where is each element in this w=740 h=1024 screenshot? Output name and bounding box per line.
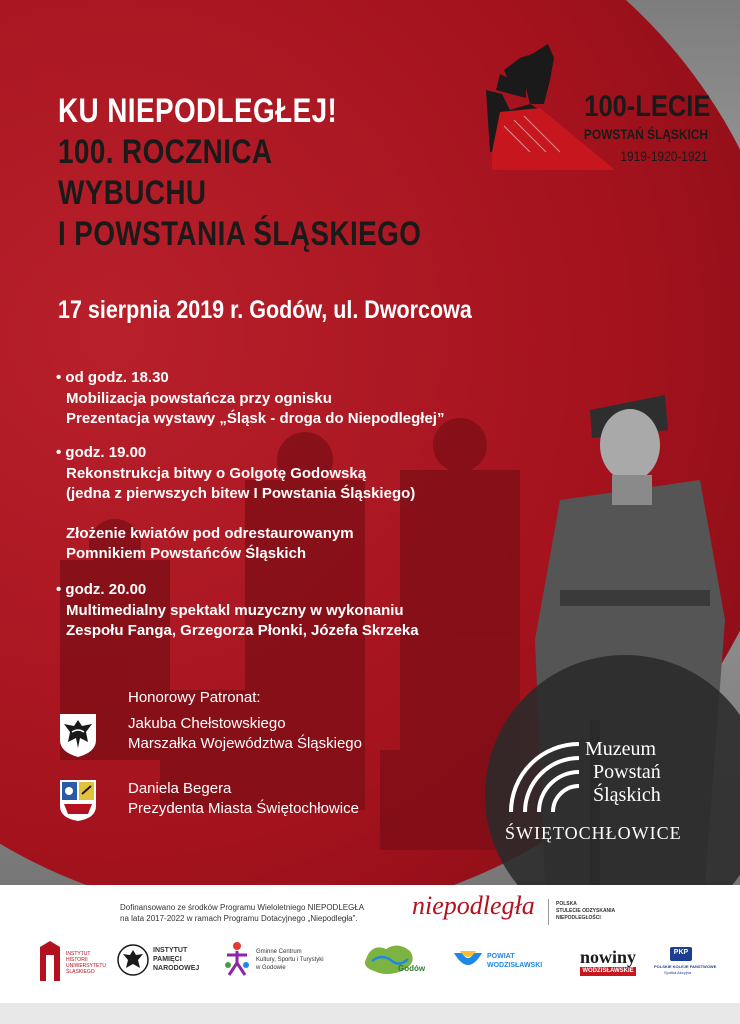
title-line-3: WYBUCHU [58,174,207,212]
program-item: Zespołu Fanga, Grzegorza Płonki, Józefa Skrzeka [66,622,419,639]
patron-1-title: Marszałka Województwa Śląskiego [128,735,362,752]
sponsor-pkp-2: POLSKIE KOLEJE PAŃSTWOWE [654,964,717,969]
niepodlegla-logo: niepodległa [412,891,535,920]
centenary-years: 1919-1920-1921 [620,148,708,164]
title-line-1: KU NIEPODLEGŁEJ! [58,92,338,130]
patron-2-name: Daniela Begera [128,780,232,797]
centenary-title: 100-LECIE [583,90,710,123]
title-line-2: 100. ROCZNICA [58,133,273,171]
swietochlowice-crest-icon [58,778,98,822]
sponsor-gck-1: Gminne Centrum [256,949,302,955]
niepodlegla-tag-2: STULECIE ODZYSKANIA [556,908,616,914]
funding-note-line-2: na lata 2017-2022 w ramach Programu Dotacyjnego „Niepodległa”. [120,914,358,923]
sponsor-nowiny-1: nowiny [580,947,637,967]
niepodlegla-tag-1: POLSKA [556,901,577,907]
sponsor-ih-1: INSTYTUT [66,951,91,957]
sponsor-nowiny-2: WODZISŁAWSKIE [580,967,636,976]
program-item: Pomnikiem Powstańców Śląskich [66,545,307,562]
sponsor-godow: Godów [398,964,426,973]
sponsor-gck-3: w Godowie [256,965,286,971]
gck-figures-icon [222,941,252,977]
divider [548,899,549,925]
footer [0,885,740,1024]
program-item: Mobilizacja powstańcza przy ognisku [66,390,332,407]
patron-1-name: Jakuba Chełstowskiego [128,715,286,732]
museum-name-3: Śląskich [593,784,661,806]
program-item: Rekonstrukcja bitwy o Golgotę Godowską [66,465,367,482]
centenary-subtitle: POWSTAŃ ŚLĄSKICH [583,126,708,142]
sponsor-ih-3: UNIWERSYTETU [66,963,106,969]
sponsor-ipn-3: NARODOWEJ [153,965,200,972]
patron-2-title: Prezydenta Miasta Świętochłowice [128,800,359,817]
program-time-2: • godz. 19.00 [56,444,147,461]
program-item: Multimedialny spektakl muzyczny w wykonaniu [66,602,404,619]
museum-name-2: Powstań [593,761,661,783]
patronage-heading: Honorowy Patronat: [128,689,261,706]
silesia-eagle-icon [58,712,98,758]
museum-arcs-icon [505,738,585,818]
powiat-logo-icon [452,949,484,975]
museum-name-1: Muzeum [585,738,657,760]
sponsor-pkp-1: PKP [673,949,689,956]
sponsor-ih-2: HISTORII [66,957,88,963]
sponsor-ipn-2: PAMIĘCI [153,956,182,963]
sponsor-pkp-3: Spółka Akcyjna [664,970,692,975]
sponsor-ih-4: ŚLĄSKIEGO [66,969,95,975]
ipn-eagle-icon [116,943,150,977]
program-time-3: • godz. 20.00 [56,581,147,598]
program-item: Prezentacja wystawy „Śląsk - droga do Niepodległej” [66,410,445,427]
museum-logo [505,738,705,848]
instytut-historii-logo-icon [36,941,64,983]
title-line-4: I POWSTANIA ŚLĄSKIEGO [58,215,422,253]
sponsor-powiat-2: WODZISŁAWSKI [487,962,543,969]
sponsor-powiat-1: POWIAT [487,953,515,960]
program-item: (jedna z pierwszych bitew I Powstania Śląskiego) [66,485,416,502]
bottom-strip [0,1003,740,1024]
funding-note-line-1: Dofinansowano ze środków Programu Wieloletniego NIEPODLEGŁA [120,903,365,912]
sponsor-gck-2: Kultury, Sportu i Turystyki [256,957,324,963]
centenary-logo [470,40,720,180]
sponsor-ipn-1: INSTYTUT [153,947,188,954]
event-date: 17 sierpnia 2019 r. Godów, ul. Dworcowa [58,296,472,324]
program-time-1: • od godz. 18.30 [56,369,169,386]
niepodlegla-tag-3: NIEPODLEGŁOŚCI [556,915,601,921]
museum-city: ŚWIĘTOCHŁOWICE [505,823,682,843]
program-item: Złożenie kwiatów pod odrestaurowanym [66,525,354,542]
